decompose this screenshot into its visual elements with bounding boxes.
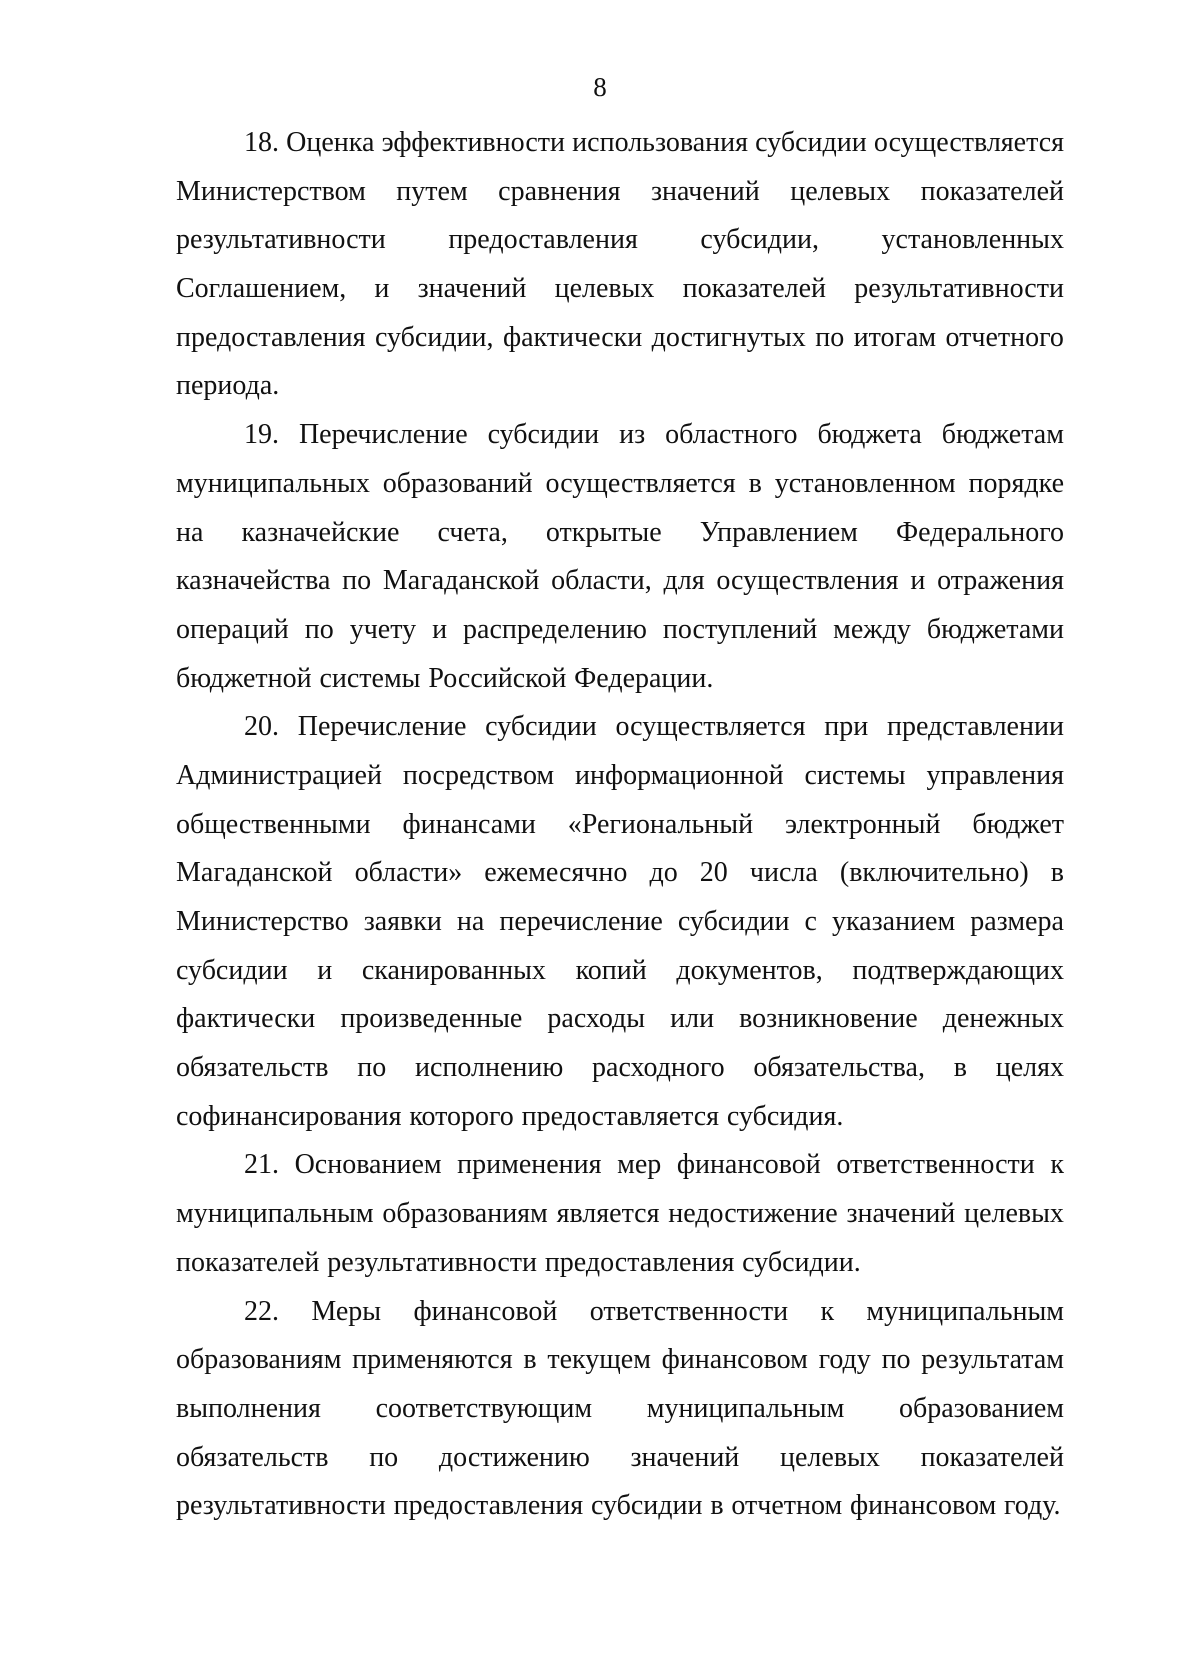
word: предоставляется: [521, 1100, 720, 1132]
word: 20: [699, 857, 728, 889]
word: открытые: [545, 516, 662, 548]
text-line: [176, 1434, 1064, 1483]
word: области,: [551, 565, 652, 597]
word: фактически: [176, 1003, 316, 1035]
word: до: [649, 857, 678, 889]
word: для: [663, 565, 705, 597]
word: целях: [995, 1052, 1064, 1084]
word: осуществляется: [545, 467, 736, 499]
word: бюджетной: [176, 662, 312, 694]
word: при: [824, 711, 869, 743]
word: 20.: [244, 711, 279, 743]
text-line: [176, 655, 1064, 704]
text-line: [176, 314, 1064, 363]
word: по: [357, 1052, 387, 1084]
word: произведенные: [340, 1003, 523, 1035]
word: системы: [319, 662, 421, 694]
word: исполнению: [414, 1052, 564, 1084]
word: возникновение: [739, 1003, 918, 1035]
word: результативности: [176, 1490, 386, 1522]
word: документов,: [676, 954, 823, 986]
word: отражения: [937, 565, 1064, 597]
word: соответствующим: [375, 1392, 593, 1424]
word: финансовом: [850, 1490, 997, 1522]
word: бюджет: [972, 808, 1064, 840]
word: недостижение: [668, 1198, 838, 1230]
word: между: [833, 613, 911, 645]
word: поступлений: [662, 613, 818, 645]
word: указанием: [831, 906, 956, 937]
word: субсидия.: [726, 1100, 844, 1132]
word: операций: [176, 613, 289, 645]
word: учету: [349, 613, 417, 645]
word: Основанием: [294, 1149, 442, 1181]
word: обязательств: [176, 1441, 329, 1473]
text-line: [176, 995, 1064, 1044]
word: фактически: [502, 321, 643, 353]
word: и: [374, 273, 390, 305]
word: субсидии: [176, 954, 288, 986]
word: Администрацией: [176, 759, 382, 791]
word: Магаданской: [176, 857, 333, 889]
text-line: [176, 1141, 1064, 1190]
word: «Региональный: [567, 808, 754, 840]
word: (включительно): [839, 857, 1029, 889]
word: бюджетам: [941, 419, 1064, 451]
word: заявки: [363, 906, 442, 937]
word: Федерации.: [574, 662, 714, 694]
document-body: [176, 119, 1064, 1531]
text-line: [176, 557, 1064, 606]
word: муниципальным: [176, 1198, 374, 1230]
word: из: [619, 419, 646, 451]
word: осуществления: [716, 565, 899, 597]
word: Российской: [428, 662, 567, 694]
word: с: [804, 906, 817, 937]
word: области»: [354, 857, 463, 889]
text-line: [176, 898, 1064, 947]
word: значений: [846, 1198, 956, 1230]
word: областного: [665, 419, 798, 451]
paragraph-22: [176, 1288, 1064, 1531]
word: распределению: [463, 613, 647, 645]
word: целевых: [780, 1441, 880, 1473]
word: Соглашением,: [176, 273, 347, 305]
word: применения: [457, 1149, 602, 1181]
word: по: [369, 1441, 399, 1473]
word: году.: [1004, 1490, 1061, 1522]
word: Управлением: [699, 516, 858, 548]
word: в: [710, 1490, 724, 1522]
word: сканированных: [361, 954, 546, 986]
word: копий: [575, 954, 647, 986]
word: образований: [382, 467, 533, 499]
text-line: [176, 1093, 1064, 1142]
word: субсидии: [485, 711, 597, 743]
word: Перечисление: [297, 711, 467, 743]
word: применяются: [352, 1344, 513, 1376]
word: в: [1050, 857, 1064, 889]
word: счета,: [437, 516, 508, 548]
word: образованием: [899, 1392, 1064, 1424]
word: Меры: [311, 1295, 382, 1327]
word: бюджета: [817, 419, 922, 451]
text-line: [176, 168, 1064, 217]
word: софинансирования: [176, 1100, 402, 1132]
word: использования: [572, 127, 748, 158]
word: текущем: [547, 1344, 651, 1376]
word: финансовом: [661, 1344, 808, 1376]
word: ежемесячно: [484, 857, 628, 889]
word: по: [304, 613, 334, 645]
word: в: [748, 467, 762, 499]
text-line: [176, 216, 1064, 265]
word: расходного: [592, 1052, 725, 1084]
text-line: [176, 119, 1064, 168]
page-number: 8: [593, 72, 607, 102]
word: ответственности: [589, 1295, 789, 1327]
text-line: [176, 801, 1064, 850]
word: Магаданской: [382, 565, 540, 597]
word: бюджетами: [926, 613, 1064, 645]
word: предоставления: [393, 1490, 584, 1522]
word: образованиям: [382, 1198, 548, 1230]
word: муниципальных: [176, 467, 370, 499]
word: выполнения: [176, 1392, 321, 1424]
word: целевых: [964, 1198, 1064, 1230]
paragraph-18: [176, 119, 1064, 411]
word: целевых: [790, 175, 891, 207]
word: финансами: [402, 808, 536, 840]
word: системы: [804, 759, 906, 791]
paragraph-21: [176, 1141, 1064, 1287]
word: субсидии,: [700, 224, 819, 256]
word: значений: [630, 1441, 740, 1473]
word: в: [953, 1052, 967, 1084]
word: целевых: [554, 273, 655, 305]
text-line: [176, 752, 1064, 801]
word: сравнения: [498, 175, 621, 207]
text-line: [176, 849, 1064, 898]
text-line: [176, 606, 1064, 655]
word: финансовой: [413, 1295, 558, 1327]
word: результативности: [854, 273, 1064, 305]
word: образованиям: [176, 1344, 342, 1376]
word: субсидии: [487, 419, 600, 451]
text-line: [176, 265, 1064, 314]
text-line: [176, 703, 1064, 752]
word: субсидии: [590, 1490, 703, 1522]
word: предоставления: [544, 1246, 735, 1278]
text-line: [176, 1044, 1064, 1093]
text-line: [176, 460, 1064, 509]
text-line: [176, 1336, 1064, 1385]
word: 21.: [244, 1149, 279, 1181]
word: Министерство: [176, 906, 349, 937]
word: достижению: [438, 1441, 590, 1473]
word: размера: [970, 906, 1064, 937]
word: расходы: [547, 1003, 646, 1035]
word: субсидии,: [374, 321, 494, 353]
word: установленном: [774, 467, 956, 499]
word: показателей: [682, 273, 827, 305]
word: достигнутых: [651, 321, 806, 353]
word: результативности: [327, 1246, 537, 1278]
word: значений: [650, 175, 760, 207]
word: отчетном: [731, 1490, 843, 1522]
word: подтверждающих: [852, 954, 1064, 986]
word: субсидии: [755, 127, 867, 158]
word: которого: [409, 1100, 514, 1132]
text-line: [176, 1239, 1064, 1288]
paragraph-20: [176, 703, 1064, 1141]
word: муниципальным: [866, 1295, 1064, 1327]
word: субсидии: [677, 906, 790, 937]
text-line: [176, 362, 1064, 411]
paragraph-19: [176, 411, 1064, 703]
word: итогам: [853, 321, 937, 353]
word: результативности: [176, 224, 386, 256]
word: на: [456, 906, 485, 937]
word: казначейства: [176, 565, 331, 597]
word: показателей: [920, 1441, 1064, 1473]
word: обязательств: [176, 1052, 329, 1084]
word: и: [910, 565, 926, 597]
word: представлении: [887, 711, 1064, 743]
text-line: [176, 947, 1064, 996]
word: на: [176, 516, 204, 548]
text-line: [176, 509, 1064, 558]
word: информационной: [575, 759, 784, 791]
word: году: [818, 1344, 871, 1376]
word: результатам: [921, 1344, 1064, 1376]
word: ответственности: [836, 1149, 1035, 1181]
word: отчетного: [945, 321, 1064, 353]
word: 22.: [244, 1295, 279, 1327]
word: по: [815, 321, 845, 353]
word: осуществляется: [873, 127, 1064, 158]
word: управления: [926, 759, 1064, 791]
text-line: [176, 1385, 1064, 1434]
word: к: [820, 1295, 835, 1327]
word: электронный: [784, 808, 941, 840]
word: посредством: [402, 759, 555, 791]
word: предоставления: [448, 224, 638, 256]
word: значений: [417, 273, 527, 305]
word: общественными: [176, 808, 371, 840]
word: и: [432, 613, 448, 645]
word: 18.: [244, 127, 279, 158]
word: субсидии.: [742, 1246, 861, 1278]
word: финансовой: [676, 1149, 821, 1181]
word: и: [317, 954, 333, 986]
word: казначейские: [241, 516, 400, 548]
word: показателей: [176, 1246, 320, 1278]
word: Оценка: [286, 127, 375, 158]
word: в: [523, 1344, 537, 1376]
word: порядке: [968, 467, 1064, 499]
word: Федерального: [895, 516, 1064, 548]
word: денежных: [942, 1003, 1064, 1035]
word: Министерством: [176, 175, 366, 207]
word: мер: [617, 1149, 662, 1181]
word: установленных: [881, 224, 1064, 256]
word: путем: [396, 175, 468, 207]
word: перечисление: [499, 906, 663, 937]
word: показателей: [920, 175, 1064, 207]
word: осуществляется: [615, 711, 806, 743]
text-line: [176, 1482, 1064, 1531]
word: периода.: [176, 370, 280, 402]
word: обязательства,: [753, 1052, 925, 1084]
word: Перечисление: [298, 419, 468, 451]
text-line: [176, 1288, 1064, 1337]
word: или: [670, 1003, 715, 1035]
word: муниципальным: [646, 1392, 845, 1424]
text-line: [176, 1190, 1064, 1239]
word: по: [342, 565, 372, 597]
word: по: [881, 1344, 911, 1376]
word: эффективности: [381, 127, 565, 158]
word: числа: [749, 857, 818, 889]
word: к: [1050, 1149, 1064, 1181]
word: является: [556, 1198, 660, 1230]
text-line: [176, 411, 1064, 460]
word: 19.: [244, 419, 279, 451]
word: предоставления: [176, 321, 366, 353]
